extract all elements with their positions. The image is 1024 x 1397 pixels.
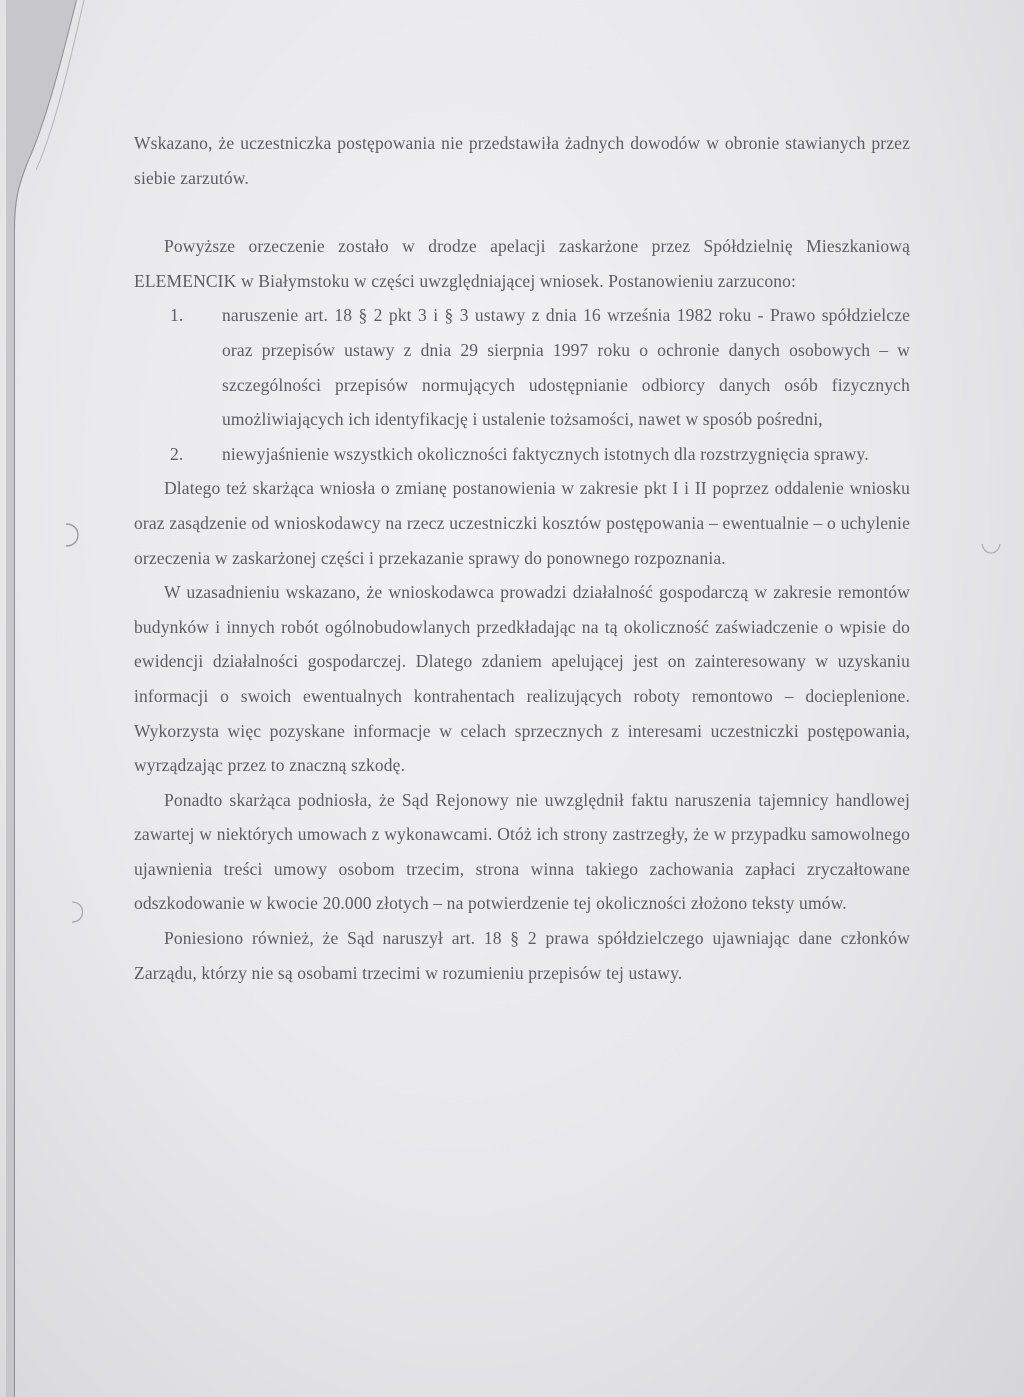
paragraph-request: Dlatego też skarżąca wniosła o zmianę postanowienia w zakresie pkt I i II poprzez oddalenie wniosku oraz zasądzenie od wnioskodawcy na rzecz uczestniczki kosztów postępowania – ewentualnie – o uchylenie orzeczenia w zaskarżonej części i przekazanie sprawy do ponownego rozpoznania.	[134, 478, 910, 568]
list-item-text: naruszenie art. 18 § 2 pkt 3 i § 3 ustawy z dnia 16 września 1982 roku - Prawo spółdzielcze oraz przepisów ustawy z dnia 29 sierpnia 1997 roku o ochronie danych osobowych – w szczególności przepisów normujących udostępnianie odbiorcy danych osób fizycznych umożliwiających ich identyfikację i ustalenie tożsamości, nawet w sposób pośredni,	[222, 305, 910, 430]
charges-list	[134, 298, 910, 471]
list-item	[134, 298, 910, 436]
paragraph-findings: Wskazano, że uczestniczka postępowania nie przedstawiła żadnych dowodów w obronie stawianych przez siebie zarzutów.	[134, 133, 910, 188]
paragraph-appeal: Powyższe orzeczenie zostało w drodze apelacji zaskarżone przez Spółdzielnię Mieszkaniową ELEMENCIK w Białymstoku w części uwzględniającej wniosek. Postanowieniu zarzucono:	[134, 236, 910, 291]
page-fold-edge	[6, 0, 86, 1397]
punch-hole-mark	[66, 898, 92, 928]
list-item-number: 1.	[170, 305, 184, 326]
document-body	[134, 126, 910, 990]
list-item-number: 2.	[170, 443, 184, 464]
punch-hole-mark	[60, 520, 86, 550]
paragraph-trade-secret: Ponadto skarżąca podniosła, że Sąd Rejonowy nie uwzględnił faktu naruszenia tajemnicy handlowej zawartej w niektórych umowach z wykonawcami. Otóż ich strony zastrzegły, że w przypadku samowolnego ujawnienia treści umowy osobom trzecim, strona winna takiego zachowania zapłaci zryczałtowane odszkodowanie w kwocie 20.000 złotych – na potwierdzenie tej okoliczności złożono teksty umów.	[134, 789, 910, 914]
list-item-text: niewyjaśnienie wszystkich okoliczności faktycznych istotnych dla rozstrzygnięcia sprawy.	[222, 443, 869, 464]
paragraph-justification: W uzasadnieniu wskazano, że wnioskodawca prowadzi działalność gospodarczą w zakresie remontów budynków i innych robót ogólnobudowlanych przedkładając na tą okoliczność zaświadczenie o wpisie do ewidencji działalności gospodarczej. Dlatego zdaniem apelującej jest on zainteresowany w uzyskaniu informacji o swoich ewentualnych kontrahentach realizujących roboty remontowo – docieplenione. Wykorzysta więc pozyskane informacje w celach sprzecznych z interesami uczestniczki postępowania, wyrządzając przez to znaczną szkodę.	[134, 582, 910, 776]
punch-hole-mark	[978, 530, 1004, 560]
paragraph-board-members: Poniesiono również, że Sąd naruszył art. 18 § 2 prawa spółdzielczego ujawniając dane członków Zarządu, którzy nie są osobami trzecimi w rozumieniu przepisów tej ustawy.	[134, 928, 910, 983]
list-item	[134, 437, 910, 472]
